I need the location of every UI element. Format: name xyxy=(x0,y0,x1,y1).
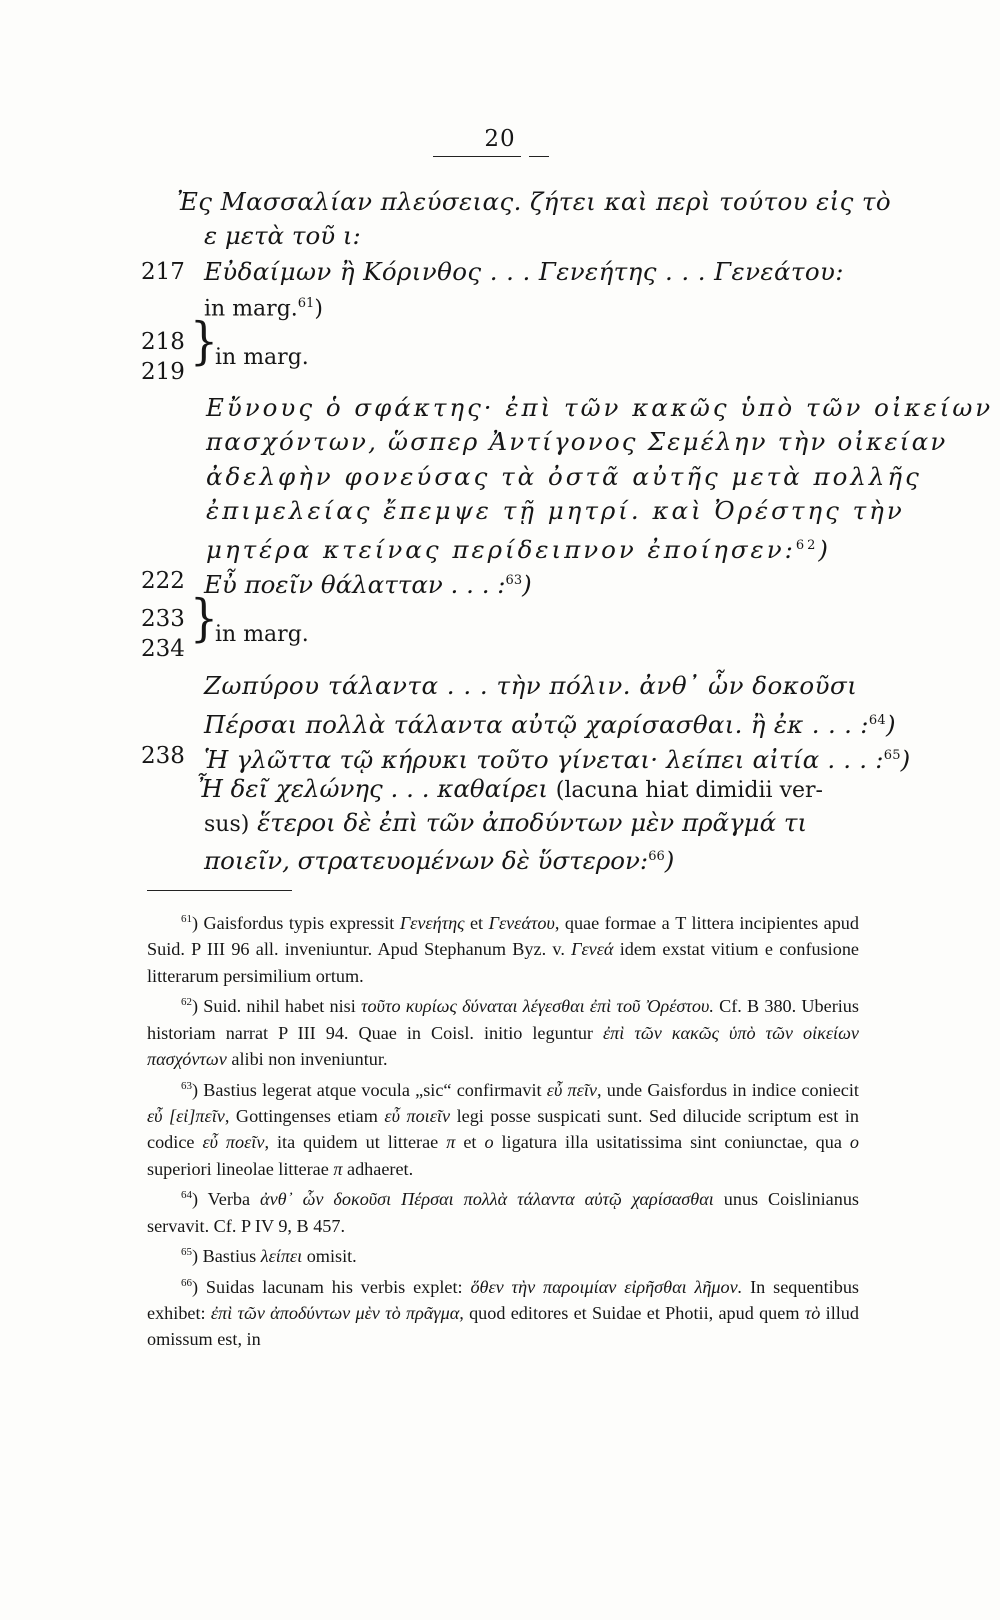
verse-number-233: 233 xyxy=(141,606,185,632)
footnote-63: $^{63}$) Bastius legerat atque vocula „sic“ confirmavit εὖ πεῖν, unde Gaisfordus in indice coniecit εὖ [εἰ]πεῖν, Gottingenses etiam εὖ ποιεῖν legi posse suspicati sunt. Sed dilucide scriptum est in codice εὖ ποεῖν, ita quidem ut litterae π et ο ligatura illa usitatissima sint coniunctae, qua ο superiori lineolae litterae π adhaeret. xyxy=(147,1079,859,1179)
text-line-10: μητέρα κτείνας περίδειπνον ἐποίησεν:$^{62}$) xyxy=(206,535,831,565)
margin-note-line: in marg.$^{61}$) xyxy=(204,296,323,322)
text-line-9: ἐπιμελείας ἔπεμψε τῇ μητρί. καὶ Ὀρέστης τὴν xyxy=(206,496,905,525)
text-line-16 xyxy=(196,773,823,807)
footnotes xyxy=(147,906,859,1353)
brace-218-219: } xyxy=(190,312,218,371)
text-line-3: Εὐδαίμων ἢ Κόρινθος . . . Γενεήτης . . . Γενεάτου: xyxy=(204,257,844,286)
text-line-15: Ἡ γλῶττα τῷ κήρυκι τοῦτο γίνεται· λείπει αἰτία . . . :$^{65}$) xyxy=(204,745,911,775)
text-line-15-content: Ἡ γλῶττα τῷ κήρυκι τοῦτο γίνεται· λείπει αἰτία . . . : xyxy=(204,745,884,775)
text-line-16-greek: Ἦ δεῖ χελώνης . . . καθαίρει xyxy=(196,774,548,803)
text-line-18: ποιεῖν, στρατευομένων δὲ ὕστερον:$^{66}$) xyxy=(204,846,675,876)
text-line-17-latin: sus) xyxy=(204,812,250,837)
footnote-66: $^{66}$) Suidas lacunam his verbis explet: ὅθεν τὴν παροιμίαν εἰρῆσθαι λῆμον. In sequentibus exhibet: ἐπὶ τῶν ἀποδύντων μὲν τὸ πρᾶγμα, quod editores et Suidae et Photii, apud quem τὸ illud omissum est, in xyxy=(147,1276,859,1350)
text-line-17 xyxy=(204,807,807,841)
footnote-62: $^{62}$) Suid. nihil habet nisi τοῦτο κυρίως δύναται λέγεσθαι ἐπὶ τοῦ Ὀρέστου. Cf. B 380. Uberius historiam narrat P III 94. Quae in Coisl. initio leguntur ἐπὶ τῶν κακῶς ὑπὸ τῶν οἰκείων πασχόντων alibi non inveniuntur. xyxy=(147,996,859,1070)
text-line-14: Πέρσαι πολλὰ τάλαντα αὐτῷ χαρίσασθαι. ἢ ἐκ . . . :$^{64}$) xyxy=(204,710,896,740)
text-line-14-content: Πέρσαι πολλὰ τάλαντα αὐτῷ χαρίσασθαι. ἢ ἐκ . . . : xyxy=(204,710,869,740)
footnote-65: $^{65}$) Bastius λείπει omisit. xyxy=(181,1246,357,1267)
verse-number-234: 234 xyxy=(141,636,185,662)
verse-number-217: 217 xyxy=(141,259,185,285)
text-line-17-greek: ἕτεροι δὲ ἐπὶ τῶν ἀποδύντων μὲν πρᾶγμά τι xyxy=(257,808,808,837)
header-rule-dash xyxy=(529,156,549,157)
text-line-7: πασχόντων, ὥσπερ Ἀντίγονος Σεμέλην τὴν οἰκείαν xyxy=(206,427,948,456)
footnote-64: $^{64}$) Verba ἀνθ᾽ ὧν δοκοῦσι Πέρσαι πολλὰ τάλαντα αὐτῷ χαρίσασθαι unus Coislinianus servavit. Cf. P IV 9, B 457. xyxy=(147,1189,859,1236)
brace-233-234: } xyxy=(190,589,218,648)
verse-number-222: 222 xyxy=(141,568,185,594)
text-line-2: ε μετὰ τοῦ ι: xyxy=(204,221,361,250)
footnote-separator xyxy=(147,890,292,891)
text-line-11-content: Εὖ ποεῖν θάλατταν . . . : xyxy=(204,570,506,600)
text-line-8: ἀδελφὴν φονεύσας τὰ ὀστᾶ αὐτῆς μετὰ πολλῆς xyxy=(206,462,922,491)
text-line-16-latin: (lacuna hiat dimidii ver- xyxy=(555,778,823,803)
text-line-10-content: μητέρα κτείνας περίδειπνον ἐποίησεν: xyxy=(206,535,796,565)
verse-number-218: 218 xyxy=(141,329,185,355)
text-line-1: Ἐς Μασσαλίαν πλεύσειας. ζήτει καὶ περὶ τούτου εἰς τὸ xyxy=(177,187,892,216)
text-line-11: Εὖ ποεῖν θάλατταν . . . :$^{63}$) xyxy=(204,570,532,600)
margin-note-233-234: in marg. xyxy=(215,622,309,647)
verse-number-219: 219 xyxy=(141,359,185,385)
header-rule xyxy=(433,156,521,157)
margin-note-text: in marg. xyxy=(204,296,298,322)
footnote-ref-62: 62 xyxy=(795,538,819,553)
footnote-61: $^{61}$) Gaisfordus typis expressit Γενεήτης et Γενεάτου, quae formae a Τ littera incipientes apud Suid. P III 96 all. inveniuntur. Apud Stephanum Byz. v. Γενεά idem exstat vitium e confusione litterarum persimilium ortum. xyxy=(147,913,859,986)
text-line-6: Εὔνους ὁ σφάκτης· ἐπὶ τῶν κακῶς ὑπὸ τῶν οἰκείων xyxy=(206,393,994,422)
footnote-ref-63: 63 xyxy=(505,573,523,588)
margin-note-218-219: in marg. xyxy=(215,345,309,370)
verse-number-238: 238 xyxy=(141,743,185,769)
text-line-13: Ζωπύρου τάλαντα . . . τὴν πόλιν. ἀνθ᾽ ὧν δοκοῦσι xyxy=(204,671,858,700)
footnote-ref-65: 65 xyxy=(883,748,901,763)
footnote-ref-64: 64 xyxy=(868,713,887,728)
text-line-18-content: ποιεῖν, στρατευομένων δὲ ὕστερον: xyxy=(204,846,649,876)
footnote-ref-61: 61 xyxy=(297,296,315,311)
footnote-ref-66: 66 xyxy=(648,849,665,864)
page-number: 20 xyxy=(484,126,516,152)
